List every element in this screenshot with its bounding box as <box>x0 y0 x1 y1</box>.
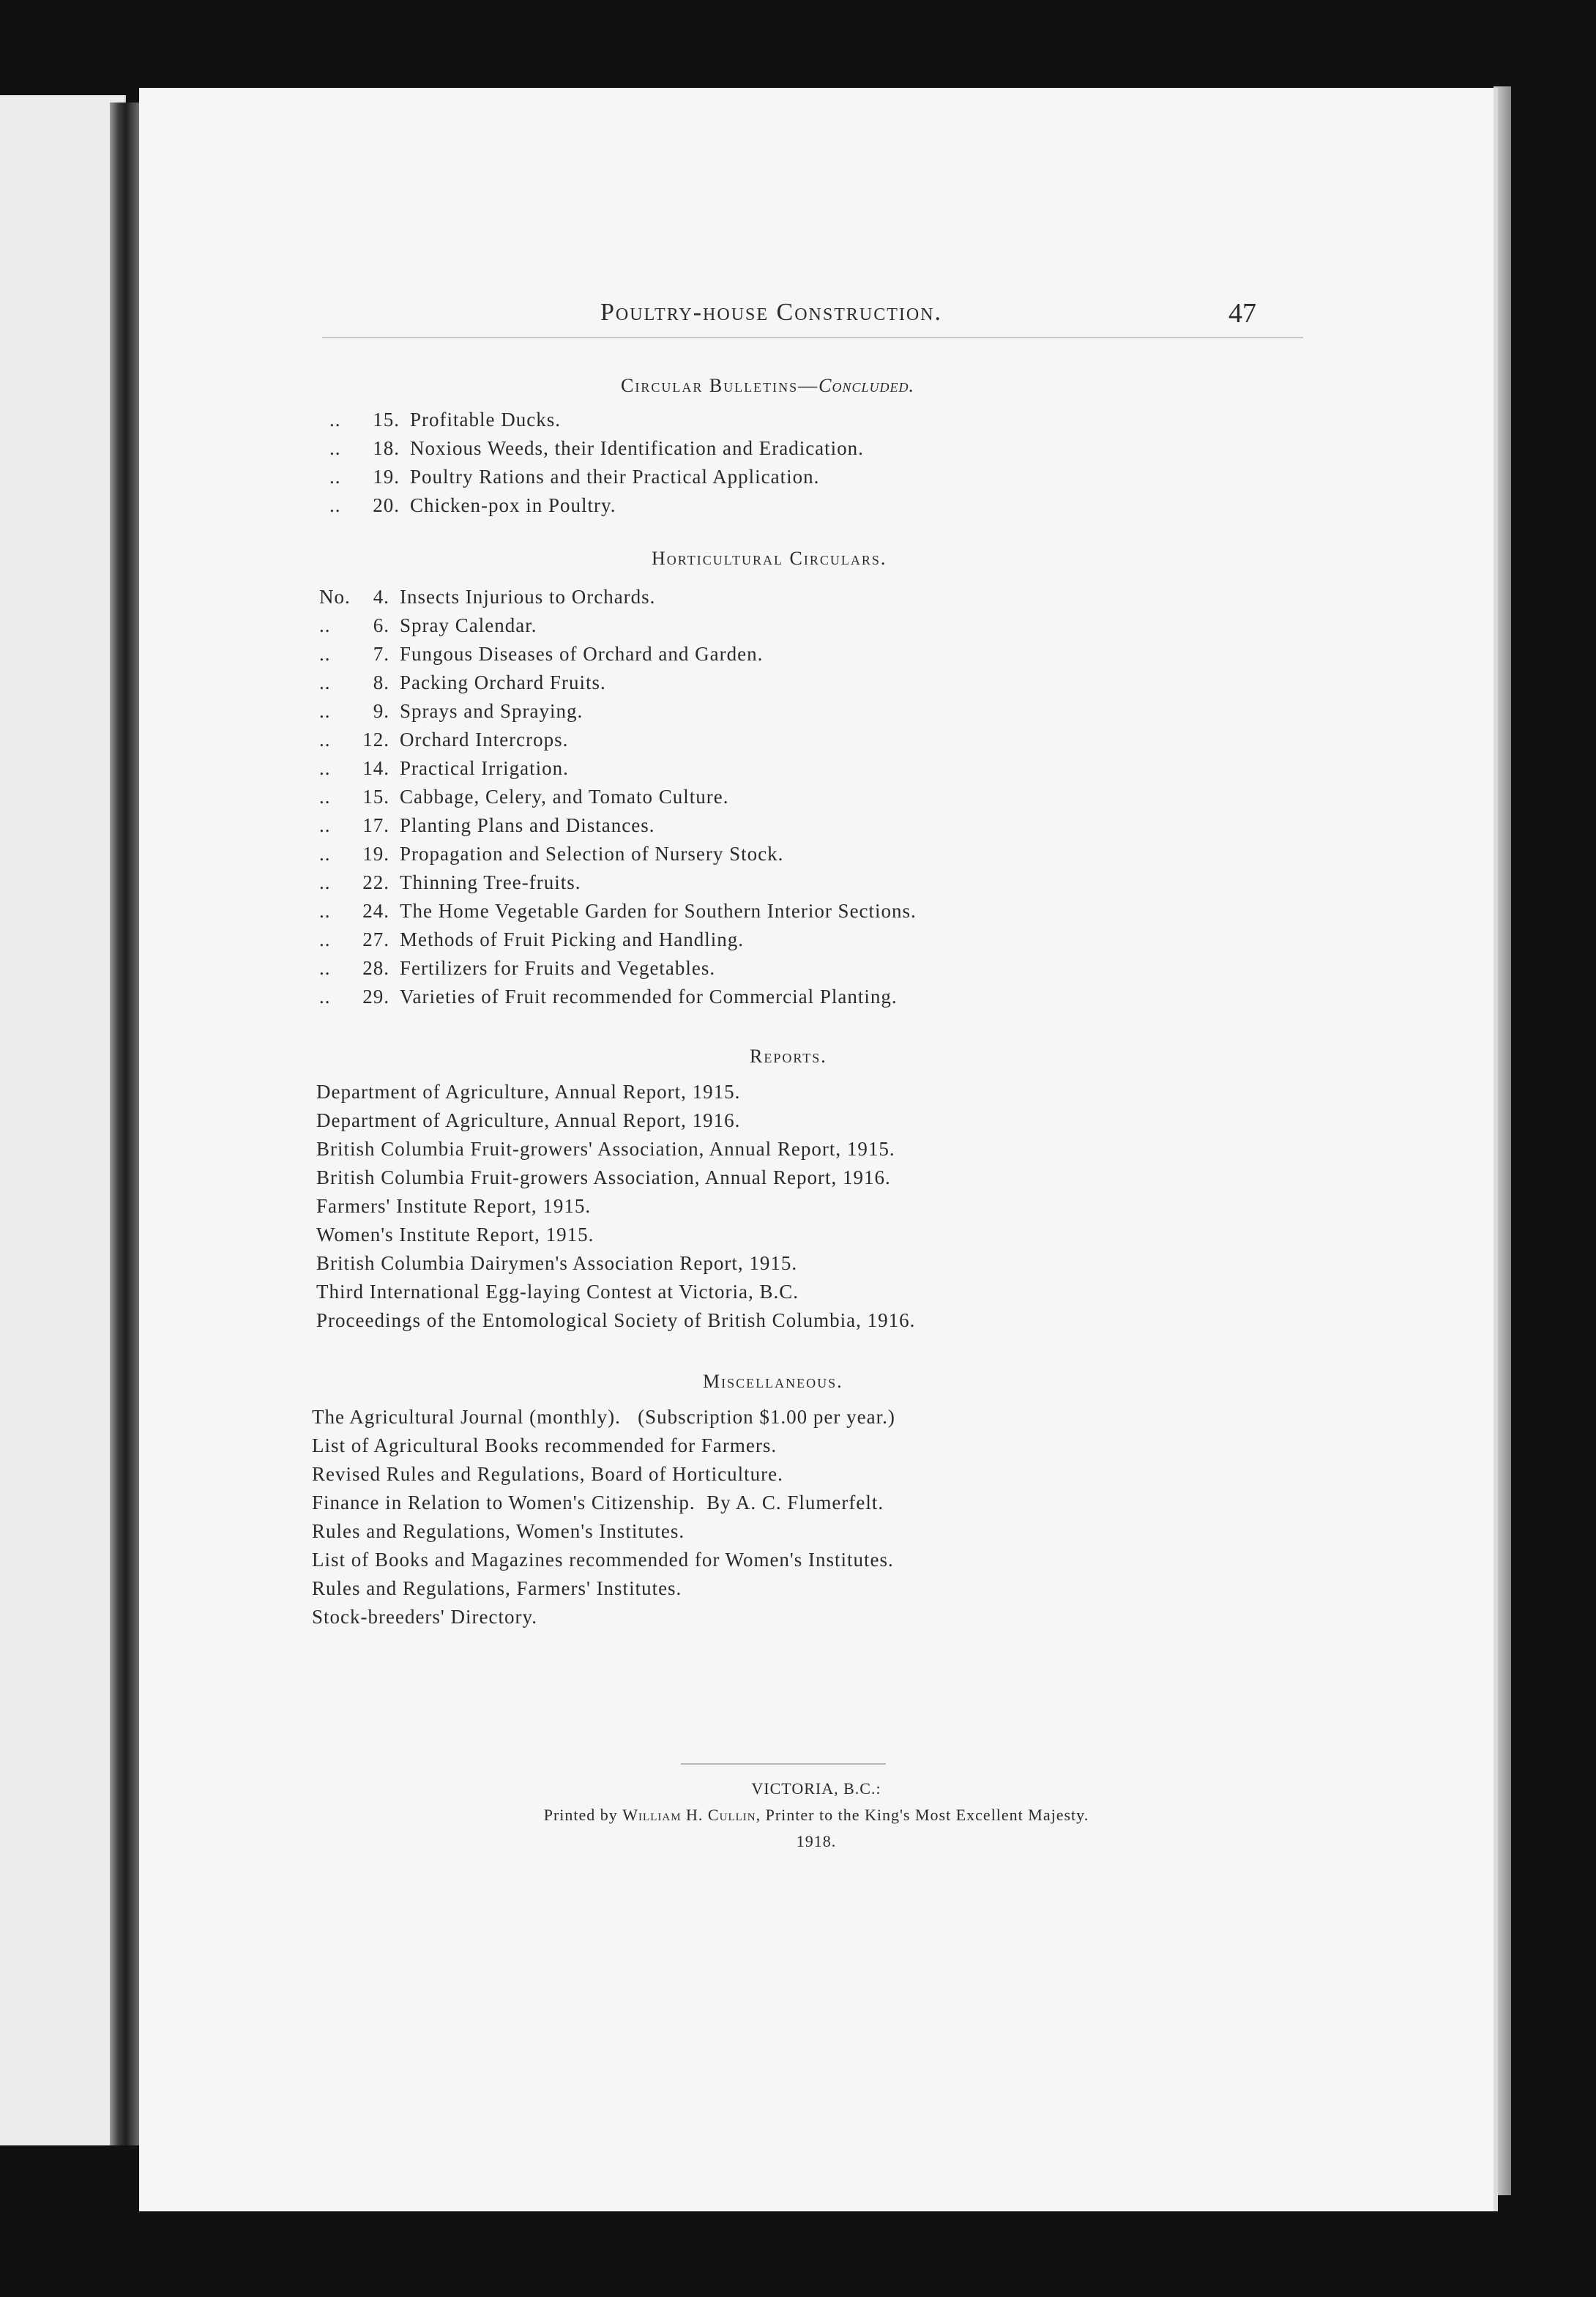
document-page <box>139 88 1494 2211</box>
item-marker: No. <box>319 586 351 608</box>
list-item <box>319 640 917 669</box>
list-item: The Agricultural Journal (monthly). (Subscription $1.00 per year.) <box>312 1406 895 1428</box>
item-title: Varieties of Fruit recommended for Commercial Planting. <box>400 986 898 1008</box>
item-marker: .. <box>319 757 331 779</box>
previous-page-edge <box>0 95 126 2145</box>
list-item: Department of Agriculture, Annual Report, 1916. <box>316 1109 741 1131</box>
item-marker: .. <box>319 986 331 1008</box>
item-number: 4. <box>373 586 389 608</box>
item-title: The Home Vegetable Garden for Southern Interior Sections. <box>400 900 917 922</box>
item-marker: .. <box>319 928 331 950</box>
item-number: 19. <box>373 466 400 488</box>
item-title: Fungous Diseases of Orchard and Garden. <box>400 643 764 665</box>
item-title: Profitable Ducks. <box>410 409 561 431</box>
item-title: Propagation and Selection of Nursery Stock. <box>400 843 784 865</box>
list-item: Department of Agriculture, Annual Report, 1915. <box>316 1081 741 1103</box>
printed-by-prefix: Printed by <box>543 1806 618 1824</box>
list-item <box>319 897 917 926</box>
list-item: Proceedings of the Entomological Society of British Columbia, 1916. <box>316 1309 916 1331</box>
item-title: Noxious Weeds, their Identification and Eradication. <box>410 437 864 459</box>
circular-bulletins-heading-text: Circular Bulletins— <box>621 375 819 396</box>
list-item <box>319 983 917 1011</box>
item-marker: .. <box>319 871 331 893</box>
list-item: Women's Institute Report, 1915. <box>316 1224 594 1246</box>
reports-list <box>316 1078 915 1335</box>
list-item <box>319 583 917 611</box>
item-title: Thinning Tree-fruits. <box>400 871 581 893</box>
item-title: Sprays and Spraying. <box>400 700 583 722</box>
item-marker: .. <box>329 437 341 459</box>
reports-heading: Reports. <box>750 1046 827 1067</box>
item-number: 29. <box>362 986 389 1008</box>
circular-bulletins-list <box>329 406 864 520</box>
item-number: 28. <box>362 957 389 979</box>
item-marker: .. <box>319 786 331 808</box>
list-item <box>319 669 917 697</box>
item-marker: .. <box>319 643 331 665</box>
list-item <box>319 611 917 640</box>
list-item: Farmers' Institute Report, 1915. <box>316 1195 592 1217</box>
item-marker: .. <box>319 729 331 751</box>
item-marker: .. <box>329 409 341 431</box>
item-number: 14. <box>362 757 389 779</box>
list-item <box>329 406 864 434</box>
list-item: Revised Rules and Regulations, Board of Horticulture. <box>312 1463 783 1485</box>
item-number: 22. <box>362 871 389 893</box>
item-number: 15. <box>373 409 400 431</box>
item-title: Orchard Intercrops. <box>400 729 569 751</box>
item-title: Spray Calendar. <box>400 614 537 636</box>
running-title: Poultry-house Construction. <box>600 299 943 326</box>
item-number: 15. <box>362 786 389 808</box>
header-rule <box>322 337 1303 338</box>
miscellaneous-list <box>312 1403 895 1631</box>
item-number: 27. <box>362 928 389 950</box>
list-item: Rules and Regulations, Farmers' Institutes. <box>312 1577 682 1599</box>
item-title: Practical Irrigation. <box>400 757 569 779</box>
item-number: 18. <box>373 437 400 459</box>
page-number: 47 <box>1228 298 1256 329</box>
printer-name: William H. Cullin, <box>622 1806 761 1824</box>
list-item <box>319 868 917 897</box>
imprint-rule <box>681 1763 886 1765</box>
list-item: British Columbia Fruit-growers' Association, Annual Report, 1915. <box>316 1138 895 1160</box>
item-number: 6. <box>373 614 389 636</box>
list-item: List of Agricultural Books recommended for Farmers. <box>312 1434 778 1456</box>
item-number: 12. <box>362 729 389 751</box>
miscellaneous-heading: Miscellaneous. <box>703 1371 843 1392</box>
item-number: 17. <box>362 814 389 836</box>
item-marker: .. <box>319 843 331 865</box>
book-binding <box>110 103 139 2145</box>
list-item <box>319 697 917 726</box>
item-number: 7. <box>373 643 389 665</box>
item-marker: .. <box>329 494 341 516</box>
item-title: Cabbage, Celery, and Tomato Culture. <box>400 786 729 808</box>
item-title: Fertilizers for Fruits and Vegetables. <box>400 957 716 979</box>
printed-by-suffix: Printer to the King's Most Excellent Majesty. <box>765 1806 1089 1824</box>
item-title: Packing Orchard Fruits. <box>400 671 606 693</box>
imprint-printer-line <box>139 1806 1494 1825</box>
list-item <box>319 783 917 811</box>
item-marker: .. <box>319 671 331 693</box>
circular-bulletins-heading <box>621 375 914 397</box>
list-item <box>329 491 864 520</box>
horticultural-circulars-list <box>319 583 917 1011</box>
list-item <box>319 754 917 783</box>
page-stack-edge <box>1494 86 1511 2195</box>
item-title: Chicken-pox in Poultry. <box>410 494 616 516</box>
item-number: 9. <box>373 700 389 722</box>
item-title: Insects Injurious to Orchards. <box>400 586 656 608</box>
list-item: List of Books and Magazines recommended for Women's Institutes. <box>312 1549 894 1571</box>
item-marker: .. <box>319 814 331 836</box>
item-marker: .. <box>319 900 331 922</box>
item-marker: .. <box>319 614 331 636</box>
list-item <box>319 926 917 954</box>
list-item <box>319 726 917 754</box>
list-item: British Columbia Fruit-growers Association, Annual Report, 1916. <box>316 1166 891 1188</box>
list-item: Rules and Regulations, Women's Institutes. <box>312 1520 685 1542</box>
running-header <box>139 299 1494 343</box>
list-item: Finance in Relation to Women's Citizenship. By A. C. Flumerfelt. <box>312 1492 884 1514</box>
item-marker: .. <box>329 466 341 488</box>
item-title: Planting Plans and Distances. <box>400 814 655 836</box>
imprint-place: VICTORIA, B.C.: <box>751 1779 881 1798</box>
imprint-year: 1918. <box>796 1832 837 1850</box>
list-item: Stock-breeders' Directory. <box>312 1606 537 1628</box>
item-title: Methods of Fruit Picking and Handling. <box>400 928 744 950</box>
item-marker: .. <box>319 957 331 979</box>
item-number: 20. <box>373 494 400 516</box>
item-number: 8. <box>373 671 389 693</box>
list-item <box>319 840 917 868</box>
concluded-label: Concluded. <box>818 375 915 396</box>
item-marker: .. <box>319 700 331 722</box>
list-item: British Columbia Dairymen's Association Report, 1915. <box>316 1252 798 1274</box>
item-title: Poultry Rations and their Practical Application. <box>410 466 820 488</box>
list-item <box>329 463 864 491</box>
item-number: 24. <box>362 900 389 922</box>
horticultural-circulars-heading: Horticultural Circulars. <box>652 548 887 569</box>
list-item: Third International Egg-laying Contest at Victoria, B.C. <box>316 1281 799 1303</box>
list-item <box>329 434 864 463</box>
list-item <box>319 811 917 840</box>
item-number: 19. <box>362 843 389 865</box>
list-item <box>319 954 917 983</box>
